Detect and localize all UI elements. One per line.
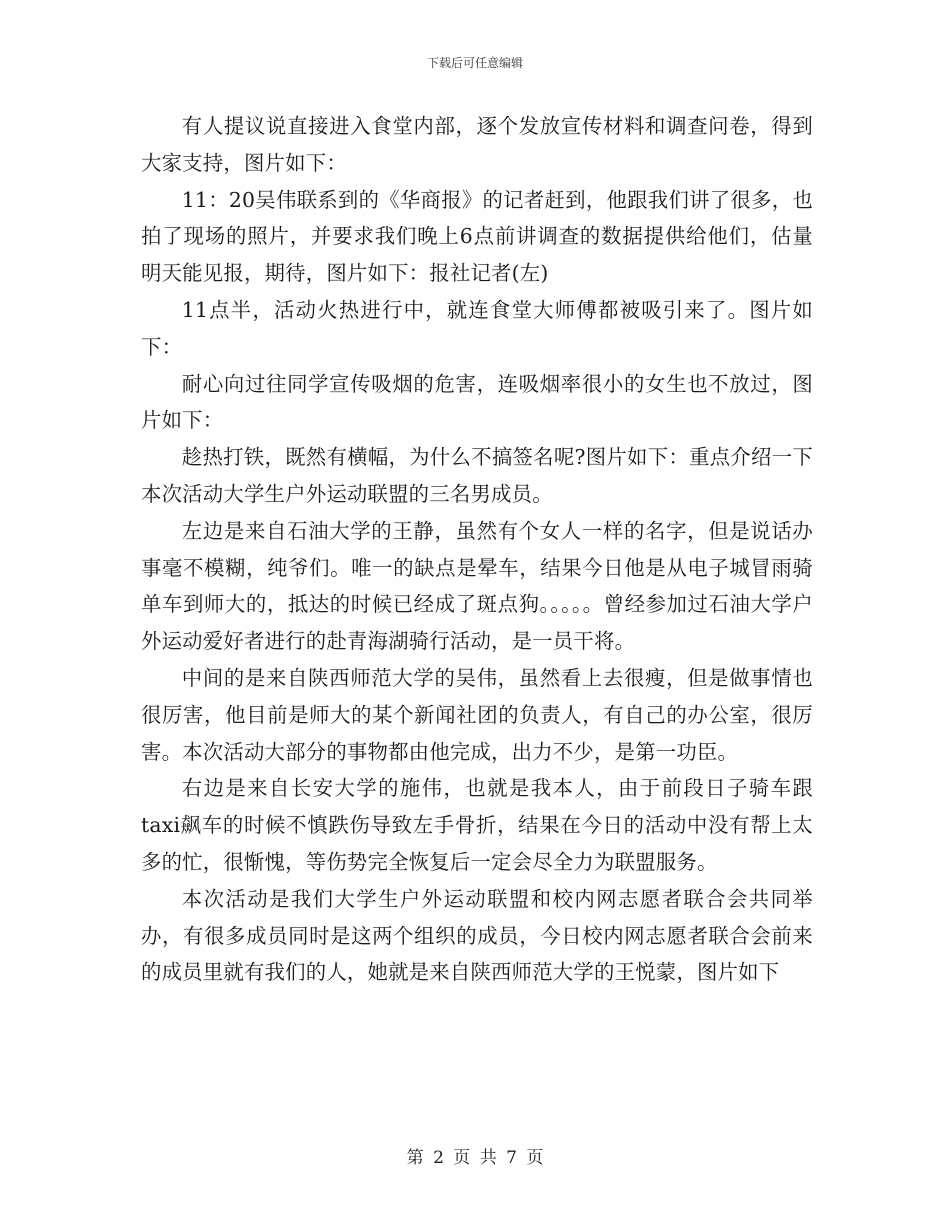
paragraph: 耐心向过往同学宣传吸烟的危害，连吸烟率很小的女生也不放过，图片如下： xyxy=(141,371,813,433)
paragraph: 有人提议说直接进入食堂内部，逐个发放宣传材料和调查问卷，得到大家支持，图片如下： xyxy=(141,114,813,175)
paragraph: 右边是来自长安大学的施伟，也就是我本人，由于前段日子骑车跟taxi飙车的时候不慎跌伤导致左手骨折，结果在今日的活动中没有帮上太多的忙，很惭愧，等伤势完全恢复后一定会尽全力为联盟服务。 xyxy=(141,776,813,874)
paragraph: 11：20吴伟联系到的《华商报》的记者赶到，他跟我们讲了很多，也拍了现场的照片，并要求我们晚上6点前讲调查的数据提供给他们，估量明天能见报，期待，图片如下：报社记者(左) xyxy=(141,187,813,286)
paragraph: 11点半，活动火热进行中，就连食堂大师傅都被吸引来了。图片如下： xyxy=(141,297,813,359)
paragraph: 中间的是来自陕西师范大学的吴伟，虽然看上去很瘦，但是做事情也很厉害，他目前是师大的某个新闻社团的负责人，有自己的办公室，很厉害。本次活动大部分的事物都由他完成，出力不少，是第一功臣。 xyxy=(141,665,813,764)
page-number-footer: 第 2 页 共 7 页 xyxy=(406,1148,544,1168)
paragraph: 左边是来自石油大学的王静，虽然有个女人一样的名字，但是说话办事毫不模糊，纯爷们。唯一的缺点是晕车，结果今日他是从电子城冒雨骑单车到师大的，抵达的时候已经成了斑点狗。。。。。曾经参加过石油大学户外运动爱好者进行的赴青海湖骑行活动，是一员干将。 xyxy=(141,518,813,654)
paragraph: 趁热打铁，既然有横幅，为什么不搞签名呢?图片如下：重点介绍一下本次活动大学生户外运动联盟的三名男成员。 xyxy=(141,445,813,506)
header-note: 下载后可任意编辑 xyxy=(426,56,523,70)
document-body xyxy=(141,108,813,991)
paragraph: 本次活动是我们大学生户外运动联盟和校内网志愿者联合会共同举办，有很多成员同时是这两个组织的成员，今日校内网志愿者联合会前来的成员里就有我们的人，她就是来自陕西师范大学的王悦蒙，图片如下 xyxy=(141,886,813,985)
